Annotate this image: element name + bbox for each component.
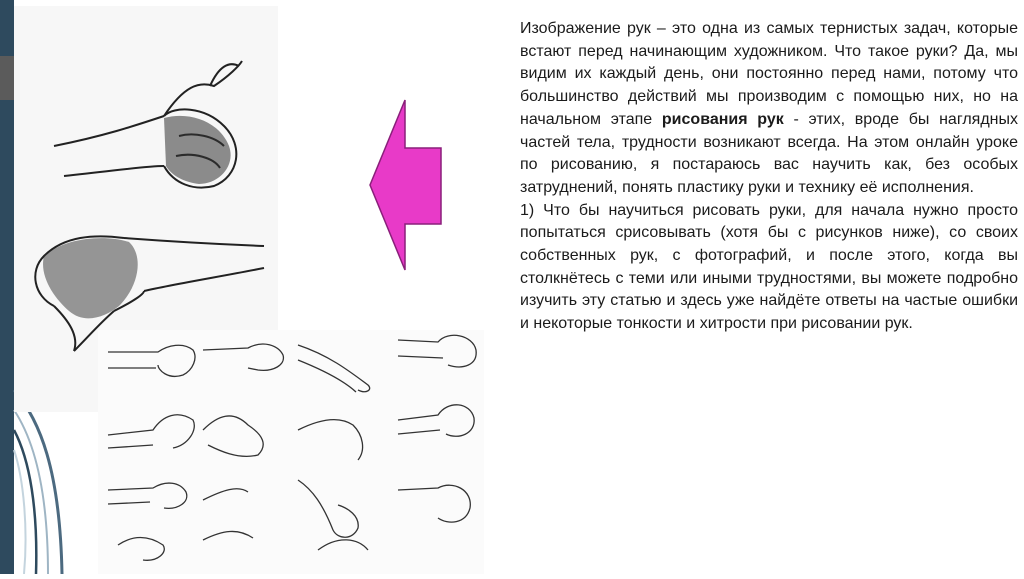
article-text [520, 18, 1018, 336]
paragraph-1-bold-term: рисования рук [661, 110, 784, 128]
sidebar-accent-tab [0, 56, 14, 100]
arrow-left-icon [368, 98, 444, 274]
paragraph-1-start: Изображение рук – это одна из самых тернистых задач, которые встают перед начинающим художником. Что такое руки? Да, мы видим их каждый день, они постоянно перед нами, потому что большинство действий мы производим с помощью них, но на начальном этапе [520, 20, 1018, 128]
hand-studies-image [98, 330, 484, 574]
paragraph-1 [520, 18, 1018, 200]
paragraph-1-end: - этих, вроде бы наглядных частей тела, трудности возникают всегда. На этом онлайн уроке по рисованию, я постараюсь вас научить как, без особых затруднений, понять пластику руки и технику её исполнения. [520, 110, 1018, 196]
paragraph-2: 1) Что бы научиться рисовать руки, для начала нужно просто попытаться срисовывать (хотя бы с рисунков ниже), со своих собственных рук, с фотографий, и после этого, когда вы столкнётесь с теми или иными трудностями, вы можете подробно изучить эту статью и здесь уже найдёте ответы на частые ошибки и некоторые тонкости и хитрости при рисовании рук. [520, 201, 1018, 333]
